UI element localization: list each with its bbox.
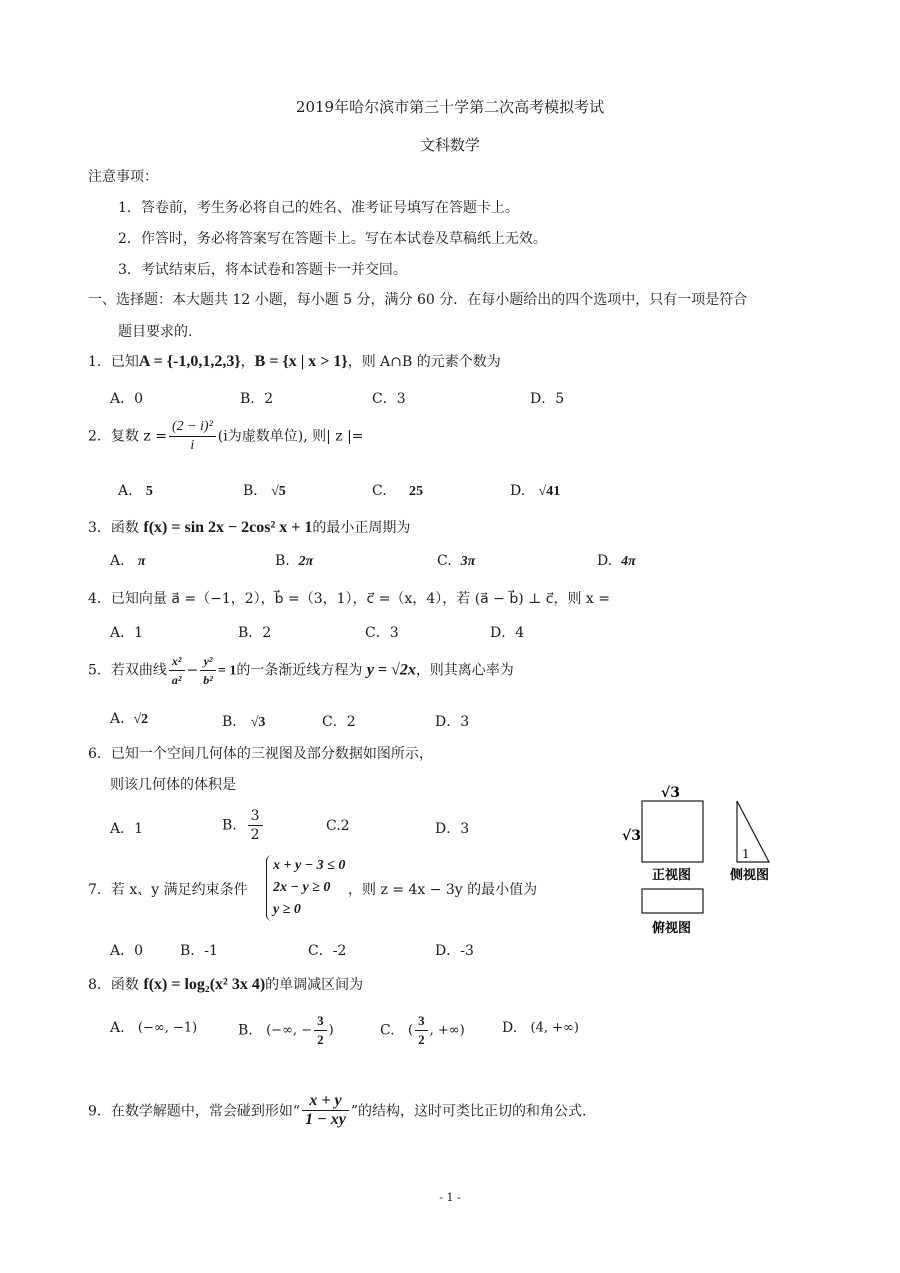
q1-set-b: B = {x | x > 1}: [254, 353, 348, 370]
q2-number: 2．: [88, 428, 111, 445]
q7-number: 7．: [88, 882, 111, 898]
q2-option-a-value: 5: [145, 484, 153, 499]
front-view-square: [642, 801, 703, 862]
question-2: [88, 418, 364, 455]
question-9: [88, 1092, 587, 1129]
q2-option-a: [118, 483, 153, 500]
q5-asymptote: y = √2x: [366, 661, 416, 679]
q2-pre: 复数 z =: [110, 428, 167, 445]
q2-option-c-label: C.: [372, 483, 387, 499]
q9-frac-den: 1 − xy: [305, 1111, 346, 1128]
q9-post: ”的结构，这时可类比正切的和角公式.: [350, 1103, 587, 1120]
q3-option-c-label: C.: [437, 553, 452, 569]
q2-option-b-label: B.: [243, 483, 258, 499]
question-4: [88, 588, 610, 608]
q9-fraction: [302, 1092, 349, 1129]
q6-option-c: C.2: [326, 818, 350, 834]
q2-option-c-value: 25: [408, 484, 423, 499]
front-view-caption: 正视图: [652, 868, 692, 883]
q4-option-c: C．3: [365, 625, 399, 641]
q3-option-a-value: π: [137, 554, 146, 569]
q8-option-b-label: B.: [238, 1022, 253, 1039]
q8-option-b-frac: [314, 1012, 327, 1049]
q8-option-c-label: C.: [380, 1022, 395, 1039]
question-7: [88, 879, 248, 899]
q8-option-c-post: , +∞): [429, 1023, 465, 1038]
q8-option-d: [502, 1020, 579, 1036]
q8-option-b-pre: (−∞, −: [266, 1023, 313, 1038]
notice-item-3: 3．考试结束后，将本试卷和答题卡一并交回。: [118, 262, 407, 278]
q9-number: 9．: [88, 1103, 111, 1120]
q5-number: 5．: [88, 662, 111, 679]
q6-option-b: [222, 807, 265, 844]
q8-option-d-label: D.: [502, 1020, 518, 1036]
q8-formula: f(x) = log₂(x² 3x 4): [143, 976, 266, 993]
q3-number: 3．: [88, 520, 111, 536]
q7-post: ，则 z = 4x − 3y 的最小值为: [348, 882, 538, 898]
q1-post: ，则 A∩B 的元素个数为: [347, 354, 501, 370]
q2-post: (i为虚数单位), 则| z |=: [217, 428, 364, 445]
q8-option-b-num: 3: [314, 1012, 327, 1031]
q5-frac-x: [169, 652, 185, 689]
q3-formula: f(x) = sin 2x − 2cos² x + 1: [143, 519, 313, 536]
q2-option-b-value: √5: [271, 484, 286, 499]
q1-number: 1．: [88, 354, 111, 370]
q6-line2: 则该几何体的体积是: [110, 777, 236, 793]
q8-pre: 函数: [110, 977, 139, 993]
question-8: [88, 974, 363, 994]
q3-option-c-value: 3π: [460, 554, 476, 569]
exam-subject: 文科数学: [419, 136, 480, 154]
q5-frac-x-num: x²: [169, 652, 185, 671]
q7-constraint-1: x + y − 3 ≤ 0: [273, 858, 346, 873]
q5-frac-y: [200, 652, 216, 689]
q8-option-c-num: 3: [415, 1012, 428, 1031]
figure-left-label: √3: [622, 828, 641, 844]
q5-pre: 若双曲线: [110, 662, 167, 679]
page-number: - 1 -: [439, 1191, 461, 1204]
q2-frac-den: i: [190, 438, 195, 453]
q8-option-a-value: (−∞, −1): [137, 1020, 198, 1036]
q4-option-d: D．4: [490, 625, 525, 641]
q7-constraint-system: [266, 855, 345, 921]
q3-option-a-label: A.: [110, 553, 125, 569]
q8-option-b: [238, 1012, 334, 1049]
q6-number: 6．: [88, 746, 111, 762]
q4-number: 4．: [88, 591, 111, 607]
q4-option-a: A．1: [110, 625, 144, 641]
q6-option-d: D．3: [435, 821, 470, 837]
q7-option-b: B．-1: [180, 943, 218, 959]
q8-option-c: [380, 1012, 465, 1049]
q8-post: 的单调减区间为: [265, 977, 364, 993]
q2-option-d-label: D.: [510, 483, 526, 499]
section-heading: 一、选择题：本大题共 12 小题，每小题 5 分，满分 60 分．在每小题给出的四个选项中，只有一项是符合: [88, 292, 748, 308]
q1-option-d: D．5: [530, 391, 565, 407]
q2-frac-num: (2 − i)²: [169, 418, 216, 437]
q7-constraint-2: 2x − y ≥ 0: [273, 880, 331, 895]
q5-frac-x-den: a²: [171, 673, 182, 687]
q6-option-b-frac: [248, 807, 263, 844]
q4-text: 已知向量 a⃗ =（−1，2），b⃗ =（3，1），c⃗ =（x，4），若 (a⃗ − b⃗) ⊥ c⃗，则 x =: [110, 591, 610, 607]
q8-option-c-pre: (: [408, 1023, 414, 1038]
q5-option-a-value: √2: [133, 712, 149, 727]
q3-option-c: [437, 553, 475, 570]
q5-option-b: [222, 711, 265, 731]
q4-option-b: B．2: [238, 625, 272, 641]
question-6: [88, 743, 433, 763]
q8-number: 8．: [88, 977, 111, 993]
question-1: [88, 351, 501, 371]
q6-option-a: A．1: [110, 821, 144, 837]
figure-top-label: √3: [661, 785, 680, 801]
figure-side-label: 1: [742, 847, 750, 861]
three-view-figure: [612, 780, 792, 940]
q3-option-d-label: D.: [597, 553, 613, 569]
q2-fraction: [169, 418, 216, 455]
section-heading-cont: 题目要求的.: [118, 324, 193, 340]
q3-option-d-value: 4π: [621, 554, 636, 569]
q2-option-b: [243, 483, 286, 500]
q5-option-d: D．3: [435, 714, 470, 730]
q6-option-b-num: 3: [248, 807, 263, 826]
q9-pre: 在数学解题中，常会碰到形如“: [110, 1103, 301, 1120]
q7-pre: 若 x、y 满足约束条件: [110, 882, 248, 898]
q5-minus: −: [186, 662, 199, 679]
q2-option-d: [510, 483, 560, 500]
q3-option-b-label: B.: [275, 553, 290, 569]
q8-option-a: [110, 1020, 197, 1036]
question-3: [88, 517, 410, 537]
q5-option-c: C．2: [322, 714, 356, 730]
q3-post: 的最小正周期为: [312, 520, 411, 536]
q5-frac-y-den: b²: [203, 673, 213, 687]
q8-option-b-post: ): [328, 1023, 334, 1038]
q3-option-b-value: 2π: [298, 554, 314, 569]
q7-option-c: C．-2: [308, 943, 347, 959]
q5-eq: = 1: [217, 663, 237, 679]
q3-pre: 函数: [110, 520, 139, 536]
q1-option-c: C．3: [372, 391, 406, 407]
q5-option-b-label: B．: [222, 714, 247, 730]
q6-line1: 已知一个空间几何体的三视图及部分数据如图所示，: [110, 746, 433, 762]
q6-option-b-den: 2: [250, 827, 260, 843]
q5-option-b-value: √3: [250, 715, 266, 730]
side-view-caption: 侧视图: [730, 868, 770, 883]
q8-option-d-value: (4, +∞): [530, 1020, 579, 1036]
q5-post: ，则其离心率为: [415, 662, 514, 679]
q2-option-d-value: √41: [538, 484, 561, 499]
q8-option-c-den: 2: [418, 1032, 425, 1047]
q7-option-d: D．-3: [435, 943, 474, 959]
q5-option-a-label: A.: [110, 711, 125, 727]
q6-option-b-label: B.: [222, 817, 237, 834]
question-5: [88, 652, 514, 689]
exam-title: 2019年哈尔滨市第三十学第二次高考模拟考试: [295, 98, 605, 116]
q5-frac-y-num: y²: [200, 652, 216, 671]
top-view-caption: 俯视图: [652, 921, 692, 936]
q7-option-a: A．0: [110, 943, 144, 959]
q8-option-b-den: 2: [317, 1032, 324, 1047]
top-view-rect: [642, 889, 703, 913]
notice-heading: 注意事项：: [88, 169, 158, 185]
notice-item-1: 1．答卷前，考生务必将自己的姓名、准考证号填写在答题卡上。: [118, 200, 519, 216]
q5-mid: 的一条渐近线方程为: [236, 662, 363, 679]
q1-option-a: A．0: [110, 391, 144, 407]
q1-set-a: A = {-1,0,1,2,3}: [138, 353, 241, 370]
q3-option-b: [275, 553, 313, 570]
notice-item-2: 2．作答时，务必将答案写在答题卡上。写在本试卷及草稿纸上无效。: [118, 231, 547, 247]
q9-frac-num: x + y: [302, 1092, 349, 1111]
q1-pre: 已知: [110, 354, 139, 370]
q8-option-a-label: A.: [110, 1020, 125, 1036]
q1-option-b: B．2: [240, 391, 274, 407]
q3-option-d: [597, 553, 636, 570]
q8-option-c-frac: [415, 1012, 428, 1049]
q5-option-a: [110, 711, 148, 728]
q7-constraint-3: y ≥ 0: [273, 902, 301, 917]
q2-option-a-label: A.: [118, 483, 133, 499]
q1-sep: ，: [240, 354, 255, 370]
q3-option-a: [110, 553, 146, 570]
q2-option-c: [372, 483, 423, 500]
